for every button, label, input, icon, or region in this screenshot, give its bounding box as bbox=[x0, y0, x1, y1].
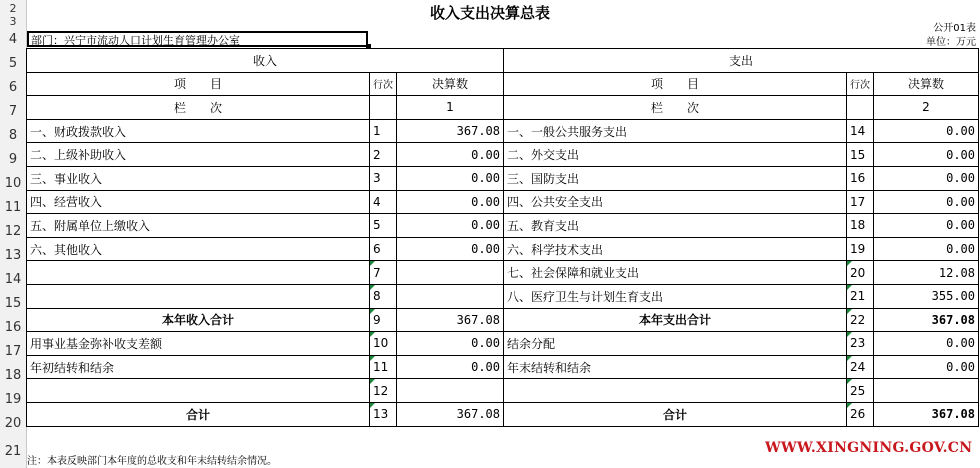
income-amount-cell[interactable]: 0.00 bbox=[397, 332, 504, 356]
header-row-sections bbox=[27, 49, 979, 73]
expense-rowseq-cell[interactable]: 16 bbox=[847, 166, 874, 190]
table-row bbox=[27, 355, 979, 379]
table-row bbox=[27, 261, 979, 285]
row-number[interactable]: 5 bbox=[8, 56, 18, 71]
row-number[interactable]: 12 bbox=[4, 224, 22, 239]
table-row bbox=[27, 284, 979, 308]
expense-rowseq-cell[interactable]: 17 bbox=[847, 190, 874, 214]
income-amount-cell[interactable]: 0.00 bbox=[397, 166, 504, 190]
expense-rowseq-cell[interactable]: 14 bbox=[847, 119, 874, 143]
expense-rowseq-cell[interactable]: 24 bbox=[847, 355, 874, 379]
header-row-column-index bbox=[27, 96, 979, 120]
table-row-total bbox=[27, 402, 979, 426]
row-number[interactable]: 21 bbox=[4, 444, 22, 459]
income-item-cell[interactable]: 四、经营收入 bbox=[27, 190, 370, 214]
income-rowseq-cell[interactable]: 5 bbox=[370, 214, 397, 238]
income-amount-cell[interactable]: 0.00 bbox=[397, 190, 504, 214]
income-rowseq-cell[interactable]: 6 bbox=[370, 237, 397, 261]
income-item-cell[interactable]: 一、财政拨款收入 bbox=[27, 119, 370, 143]
expense-rowseq-cell[interactable]: 18 bbox=[847, 214, 874, 238]
expense-amount-cell[interactable]: 0.00 bbox=[874, 119, 979, 143]
expense-item-cell[interactable]: 年末结转和结余 bbox=[504, 355, 847, 379]
income-rowseq-cell[interactable]: 11 bbox=[370, 355, 397, 379]
income-item-cell[interactable] bbox=[27, 284, 370, 308]
income-rowseq-cell[interactable]: 2 bbox=[370, 143, 397, 167]
income-item-cell[interactable]: 三、事业收入 bbox=[27, 166, 370, 190]
row-number[interactable]: 16 bbox=[4, 320, 22, 335]
table-row bbox=[27, 214, 979, 238]
row-number[interactable]: 4 bbox=[8, 32, 18, 47]
income-amount-cell[interactable]: 0.00 bbox=[397, 214, 504, 238]
income-rowseq-cell[interactable]: 8 bbox=[370, 284, 397, 308]
row-number[interactable]: 2 bbox=[9, 2, 17, 15]
expense-amount-cell[interactable]: 0.00 bbox=[874, 237, 979, 261]
expense-amount-cell[interactable]: 0.00 bbox=[874, 214, 979, 238]
row-number[interactable]: 19 bbox=[4, 392, 22, 407]
expense-total-label[interactable]: 合计 bbox=[504, 402, 847, 426]
row-number[interactable]: 6 bbox=[8, 80, 18, 95]
expense-item-cell[interactable]: 八、医疗卫生与计划生育支出 bbox=[504, 284, 847, 308]
expense-column-index-label[interactable]: 栏 次 bbox=[504, 96, 847, 120]
expense-amount-cell[interactable]: 12.08 bbox=[874, 261, 979, 285]
expense-subtotal-label[interactable]: 本年支出合计 bbox=[504, 308, 847, 332]
expense-total-amount[interactable]: 367.08 bbox=[874, 402, 979, 426]
row-number[interactable]: 11 bbox=[4, 200, 22, 215]
income-item-cell[interactable]: 六、其他收入 bbox=[27, 237, 370, 261]
table-row bbox=[27, 190, 979, 214]
income-column-number[interactable]: 1 bbox=[397, 96, 504, 120]
expense-amount-header[interactable]: 决算数 bbox=[874, 72, 979, 96]
expense-amount-cell[interactable]: 0.00 bbox=[874, 332, 979, 356]
income-rowseq-cell[interactable]: 7 bbox=[370, 261, 397, 285]
row-number[interactable]: 7 bbox=[8, 104, 18, 119]
row-number[interactable]: 3 bbox=[9, 15, 17, 28]
header-row-columns bbox=[27, 72, 979, 96]
table-row bbox=[27, 166, 979, 190]
income-item-cell[interactable] bbox=[27, 261, 370, 285]
row-number[interactable]: 9 bbox=[8, 152, 18, 167]
expense-item-cell[interactable]: 三、国防支出 bbox=[504, 166, 847, 190]
income-rowseq-cell[interactable]: 9 bbox=[370, 308, 397, 332]
expense-header[interactable]: 支出 bbox=[504, 49, 979, 73]
row-number[interactable]: 18 bbox=[4, 368, 22, 383]
income-amount-cell[interactable] bbox=[397, 379, 504, 403]
expense-item-header[interactable]: 项 目 bbox=[504, 72, 847, 96]
table-row bbox=[27, 379, 979, 403]
income-item-cell[interactable]: 二、上级补助收入 bbox=[27, 143, 370, 167]
expense-amount-cell[interactable] bbox=[874, 379, 979, 403]
expense-amount-cell[interactable]: 355.00 bbox=[874, 284, 979, 308]
expense-item-cell[interactable]: 七、社会保障和就业支出 bbox=[504, 261, 847, 285]
expense-item-cell[interactable]: 五、教育支出 bbox=[504, 214, 847, 238]
expense-rowseq-cell[interactable]: 20 bbox=[847, 261, 874, 285]
income-total-amount[interactable]: 367.08 bbox=[397, 402, 504, 426]
expense-rowseq-header[interactable]: 行次 bbox=[847, 72, 874, 96]
income-item-cell[interactable]: 年初结转和结余 bbox=[27, 355, 370, 379]
expense-item-cell[interactable]: 结余分配 bbox=[504, 332, 847, 356]
empty-cell[interactable] bbox=[370, 96, 397, 120]
expense-rowseq-cell[interactable]: 25 bbox=[847, 379, 874, 403]
row-number[interactable]: 15 bbox=[4, 296, 22, 311]
expense-amount-cell[interactable]: 0.00 bbox=[874, 166, 979, 190]
income-amount-header[interactable]: 决算数 bbox=[397, 72, 504, 96]
expense-amount-cell[interactable]: 0.00 bbox=[874, 190, 979, 214]
table-row bbox=[27, 143, 979, 167]
sheet-title: 收入支出决算总表 bbox=[429, 4, 550, 22]
income-rowseq-cell[interactable]: 13 bbox=[370, 402, 397, 426]
row-number[interactable]: 13 bbox=[4, 248, 22, 263]
income-expense-table bbox=[26, 48, 979, 427]
table-row bbox=[27, 237, 979, 261]
income-subtotal-label[interactable]: 本年收入合计 bbox=[27, 308, 370, 332]
row-number[interactable]: 14 bbox=[4, 272, 22, 287]
income-item-cell[interactable] bbox=[27, 379, 370, 403]
income-amount-cell[interactable]: 0.00 bbox=[397, 143, 504, 167]
site-watermark: WWW.XINGNING.GOV.CN bbox=[765, 440, 973, 456]
expense-rowseq-cell[interactable]: 23 bbox=[847, 332, 874, 356]
income-rowseq-cell[interactable]: 3 bbox=[370, 166, 397, 190]
expense-rowseq-cell[interactable]: 26 bbox=[847, 402, 874, 426]
income-rowseq-cell[interactable]: 4 bbox=[370, 190, 397, 214]
expense-amount-cell[interactable]: 0.00 bbox=[874, 143, 979, 167]
income-item-cell[interactable]: 五、附属单位上缴收入 bbox=[27, 214, 370, 238]
row-number[interactable]: 17 bbox=[4, 344, 22, 359]
expense-item-cell[interactable]: 一、一般公共服务支出 bbox=[504, 119, 847, 143]
income-total-label[interactable]: 合计 bbox=[27, 402, 370, 426]
row-number[interactable]: 8 bbox=[8, 128, 18, 143]
income-rowseq-cell[interactable]: 12 bbox=[370, 379, 397, 403]
expense-item-cell[interactable]: 二、外交支出 bbox=[504, 143, 847, 167]
row-number[interactable]: 10 bbox=[4, 176, 22, 191]
income-column-index-label[interactable]: 栏 次 bbox=[27, 96, 370, 120]
table-row-subtotal bbox=[27, 308, 979, 332]
income-amount-cell[interactable] bbox=[397, 261, 504, 285]
expense-rowseq-cell[interactable]: 19 bbox=[847, 237, 874, 261]
income-header[interactable]: 收入 bbox=[27, 49, 504, 73]
footnote: 注：本表反映部门本年度的总收支和年末结转结余情况。 bbox=[27, 456, 277, 467]
income-rowseq-cell[interactable]: 10 bbox=[370, 332, 397, 356]
expense-rowseq-cell[interactable]: 15 bbox=[847, 143, 874, 167]
expense-item-cell[interactable]: 四、公共安全支出 bbox=[504, 190, 847, 214]
income-amount-cell[interactable]: 0.00 bbox=[397, 237, 504, 261]
income-rowseq-cell[interactable]: 1 bbox=[370, 119, 397, 143]
expense-rowseq-cell[interactable]: 22 bbox=[847, 308, 874, 332]
department-cell-selected[interactable]: 部门：兴宁市流动人口计划生育管理办公室 bbox=[27, 31, 368, 47]
income-item-header[interactable]: 项 目 bbox=[27, 72, 370, 96]
income-amount-cell[interactable]: 367.08 bbox=[397, 119, 504, 143]
table-row bbox=[27, 332, 979, 356]
expense-item-cell[interactable]: 六、科学技术支出 bbox=[504, 237, 847, 261]
income-subtotal-amount[interactable]: 367.08 bbox=[397, 308, 504, 332]
income-amount-cell[interactable]: 0.00 bbox=[397, 355, 504, 379]
income-amount-cell[interactable] bbox=[397, 284, 504, 308]
unit-label: 单位：万元 bbox=[926, 37, 976, 48]
row-number[interactable]: 20 bbox=[4, 416, 22, 431]
empty-cell[interactable] bbox=[847, 96, 874, 120]
income-item-cell[interactable]: 用事业基金弥补收支差额 bbox=[27, 332, 370, 356]
income-rowseq-header[interactable]: 行次 bbox=[370, 72, 397, 96]
form-code: 公开01表 bbox=[933, 23, 976, 34]
expense-column-number[interactable]: 2 bbox=[874, 96, 979, 120]
expense-subtotal-amount[interactable]: 367.08 bbox=[874, 308, 979, 332]
expense-item-cell[interactable] bbox=[504, 379, 847, 403]
table-row bbox=[27, 119, 979, 143]
expense-amount-cell[interactable]: 0.00 bbox=[874, 355, 979, 379]
expense-rowseq-cell[interactable]: 21 bbox=[847, 284, 874, 308]
